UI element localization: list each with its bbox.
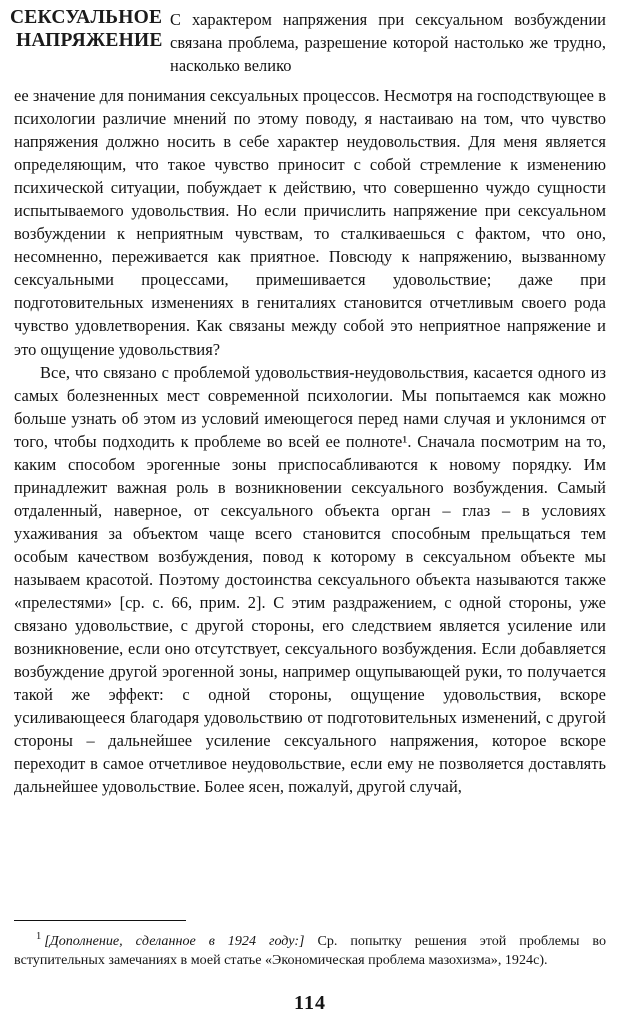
page-number: 114	[294, 992, 326, 1014]
footnote-text: Ср. попытку решения этой проблемы во вступительных замечаниях в моей статье «Экономическая проблема мазохизма», 1924с).	[14, 933, 606, 969]
marginal-heading	[10, 6, 170, 52]
paragraph-1-opening: С характером напряжения при сексуальном возбуждении связана проблема, разрешение которой настолько же трудно, насколько велико	[170, 10, 606, 76]
paragraph-1-continuation: ее значение для понимания сексуальных процессов. Несмотря на господствующее в психологии различие мнений по этому поводу, я настаиваю на том, что чувство напряжения должно носить в себе характер неудовольствия. Для меня является определяющим, что такое чувство приносит с собой стремление к изменению психической ситуации, побуждает к действию, что совершенно чуждо сущности испытываемого удовольствия. Но если причислить напряжение при сексуальном возбуждении к неприятным чувствам, то сталкиваешься с фактом, что оно, несомненно, переживается как приятное. Повсюду к напряжению, вызванному сексуальными процессами, примешивается удовольствие; даже при подготовительных изменениях в гениталиях становится отчетливым своего рода чувство удовлетворения. Как связаны между собой это неприятное напряжение и это ощущение удовольствия?	[14, 86, 606, 359]
paragraph-2: Все, что связано с проблемой удовольствия-неудовольствия, касается одного из самых болезненных мест современной психологии. Мы попытаемся как можно больше узнать об этом из условий имеющегося перед нами случая и уклонимся от того, чтобы подходить к проблеме во всей ее полноте¹. Сначала посмотрим на то, каким способом эрогенные зоны приспосабливаются к новому порядку. Им принадлежит важная роль в возникновении сексуального возбуждения. Самый отдаленный, наверное, от сексуального объекта орган – глаз – в условиях ухаживания за объектом чаще всего становится способным прельщаться тем особым качеством возбуждения, повод к которому в сексуальном объекте мы называем красотой. Поэтому достоинства сексуального объекта называются также «прелестями» [ср. с. 66, прим. 2]. С этим раздражением, с одной стороны, уже связано удовольствие, с другой стороны, его следствием является усиление или возникновение, если оно отсутствует, сексуального возбуждения. Если добавляется возбуждение другой эрогенной зоны, например ощупывающей руки, то получается такой же эффект: с одной стороны, ощущение удовольствия, вскоре усиливающееся благодаря удовольствию от подготовительных изменений, с другой стороны – дальнейшее усиление сексуального напряжения, которое вскоре переходит в самое отчетливое неудовольствие, если ему не позволяется доставлять дальнейшее удовольствие. Более ясен, пожалуй, другой случай,	[14, 362, 606, 797]
marginal-heading-line-1: СЕКСУАЛЬНОЕ	[10, 7, 163, 28]
footnote-marker: 1	[36, 931, 42, 943]
footnote-italic-note: [Дополнение, сделанное в 1924 году:]	[44, 933, 305, 949]
footnote-separator	[14, 920, 186, 921]
body-text-column	[14, 84, 606, 798]
footnote	[14, 932, 606, 970]
first-paragraph-column	[170, 8, 606, 77]
marginal-heading-line-2: НАПРЯЖЕНИЕ	[16, 30, 163, 51]
